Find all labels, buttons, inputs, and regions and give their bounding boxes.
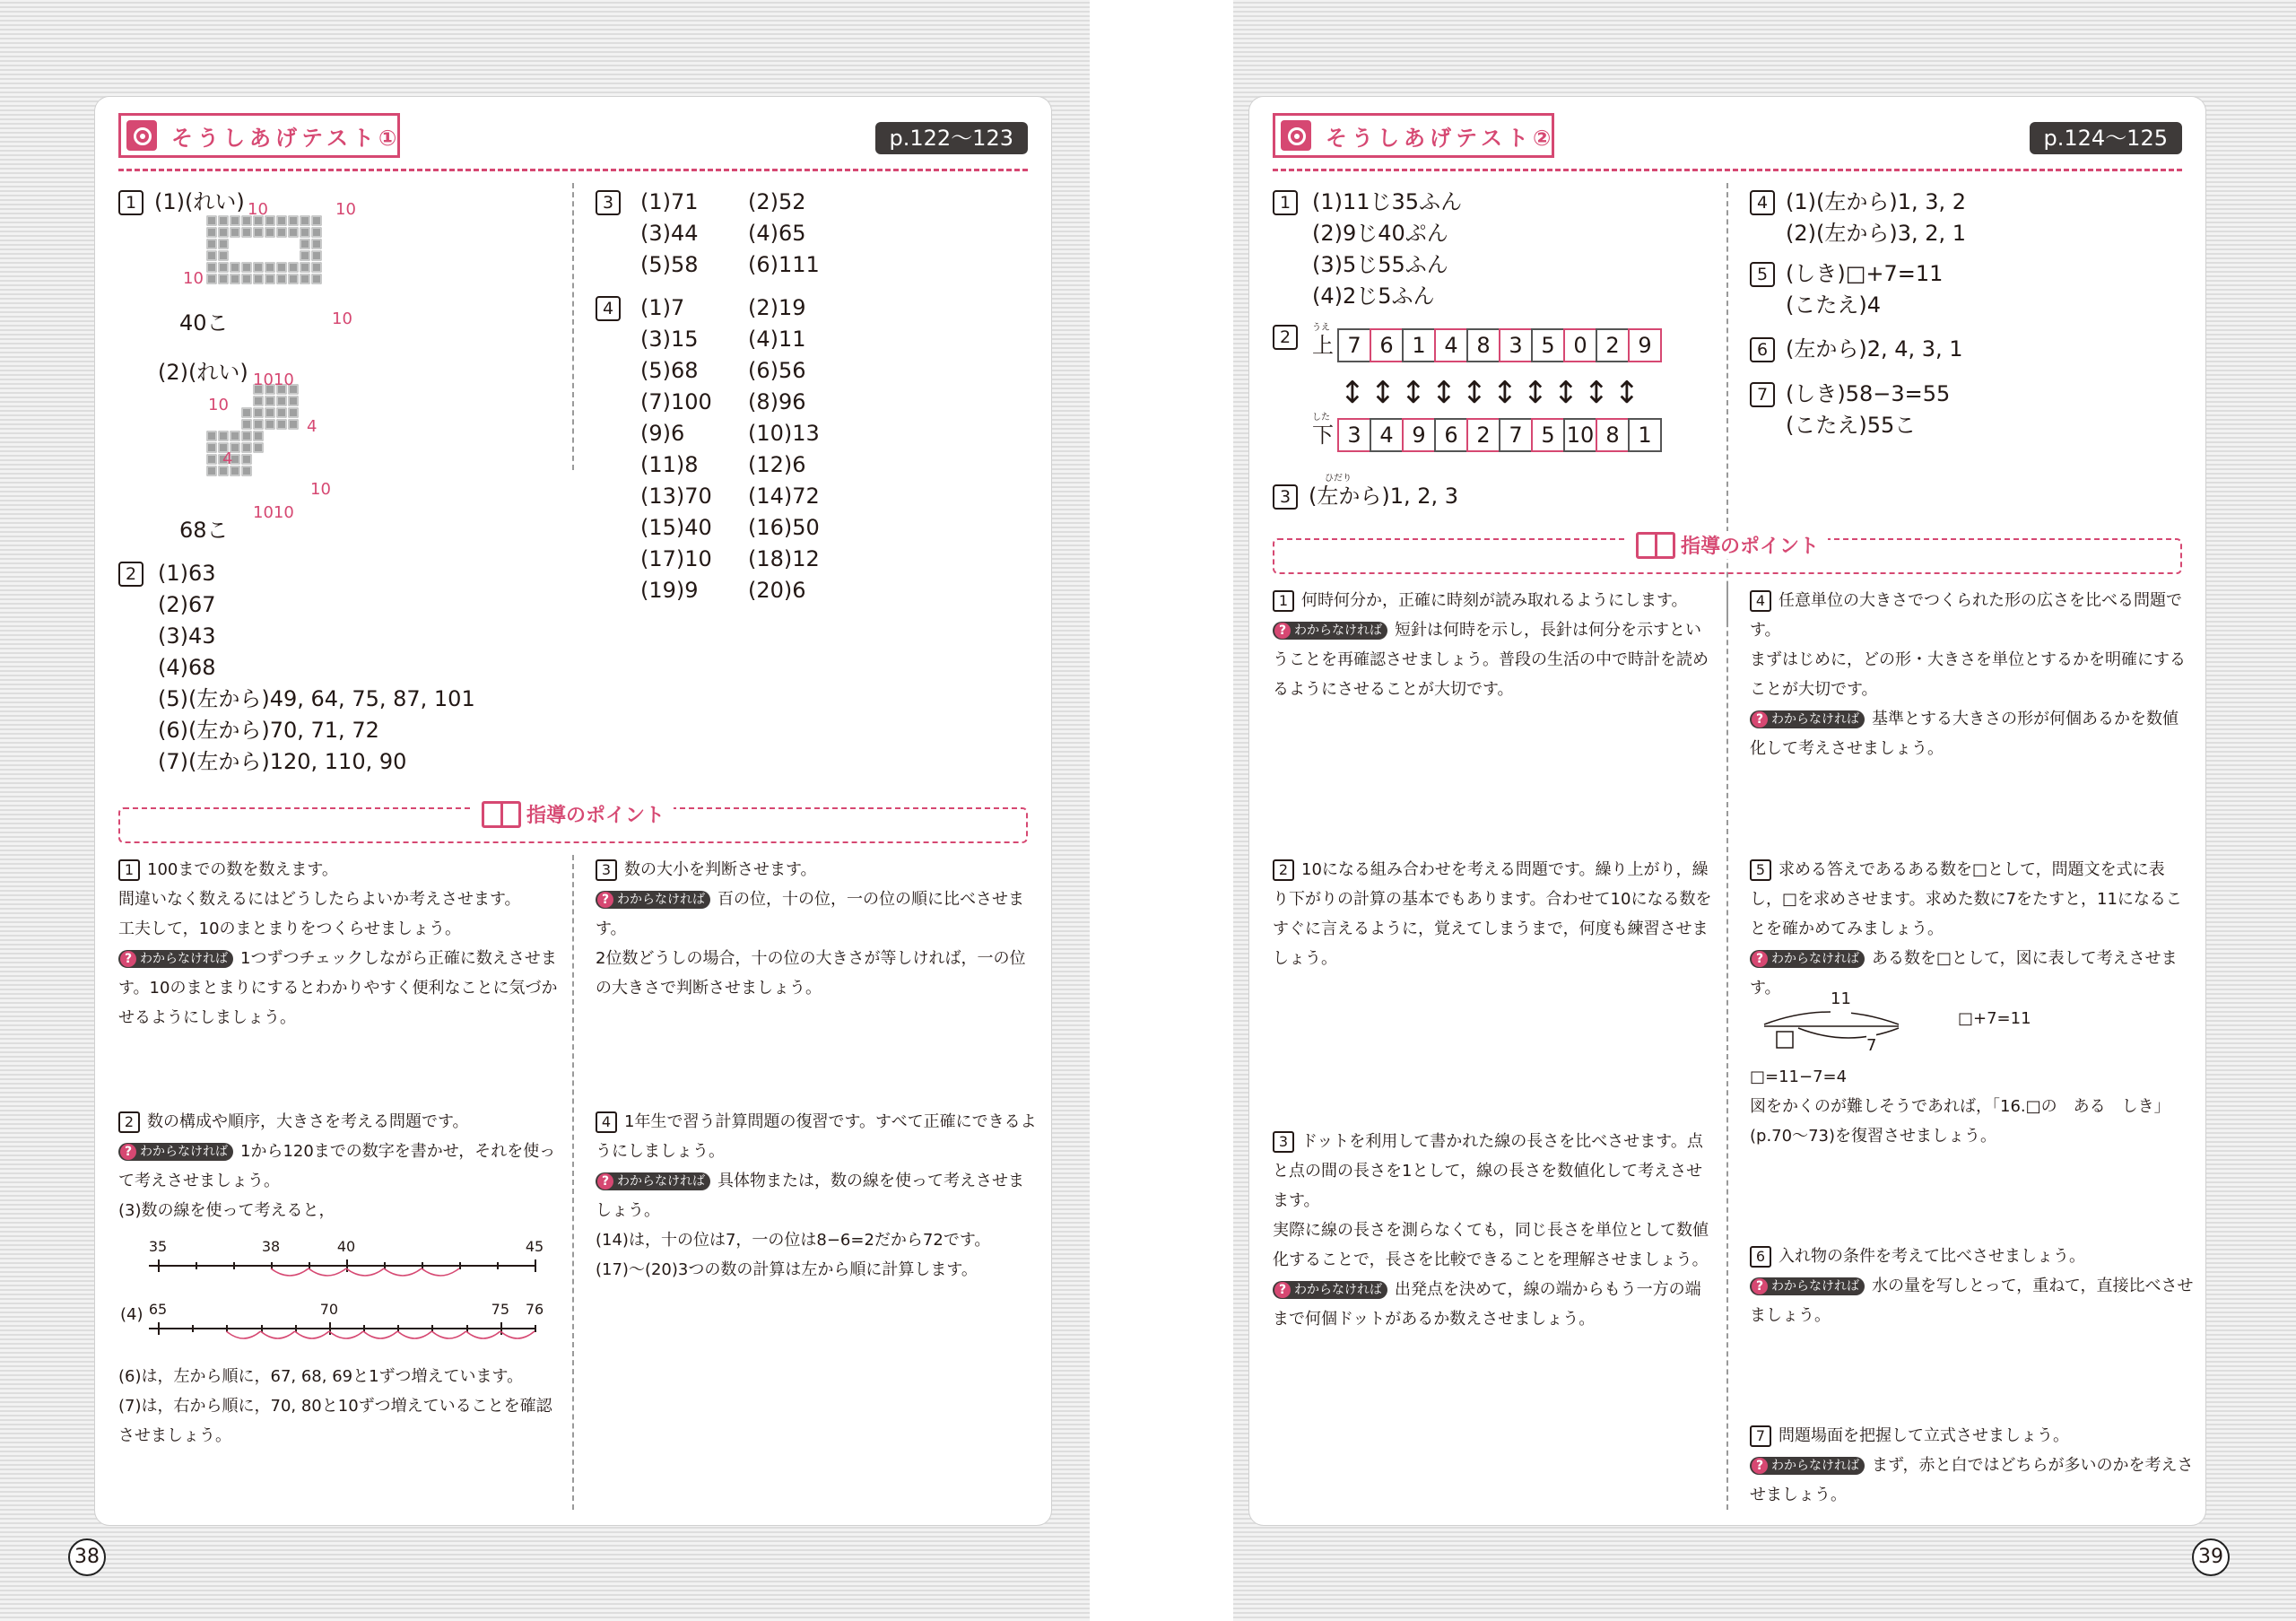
help-badge: ? わからなければ [1750, 710, 1865, 728]
up-down-arrow-icon: ↕ [1522, 375, 1549, 411]
bottom-number-row [1339, 418, 1662, 452]
question-mark-icon: ? [120, 951, 136, 967]
tile [206, 442, 217, 453]
dimension-label: 10 [310, 480, 331, 499]
tile [265, 262, 275, 273]
page-number: 38 [68, 1538, 106, 1576]
guidance-3: 3 ドットを利用して書かれた線の長さを比べさせます。点と点の間の長さを1として，線の長さを数値化して考えさせます。 実際に線の長さを測らなくても，同じ長さを単位として数値化することで，長さを比較できることを理解させましょう。 ? わからなければ 出発点を決めて，線の端からもう一方の端まで何個ドットがあるか数えさせましょう。 [1273, 1132, 1709, 1329]
tile [206, 431, 217, 441]
help-badge: ? わからなければ [118, 950, 233, 968]
tile [206, 250, 217, 261]
question-1-answers: (1)11じ35ふん (2)9じ40ぷん (3)5じ55ふん (4)2じ5ふん [1312, 189, 1463, 309]
question-5: 5 (しき)□+7=11 (こたえ)4 [1750, 258, 1943, 321]
left-page [95, 97, 1051, 1525]
question-7: 7 (しき)58−3=55 (こたえ)55こ [1750, 379, 1950, 441]
tile [276, 396, 287, 406]
number-cell: 8 [1596, 418, 1630, 452]
question-2: 2 [118, 558, 154, 589]
column-divider [572, 855, 574, 1510]
up-down-arrow-icon: ↕ [1461, 375, 1488, 411]
hop-arcs [149, 1247, 544, 1286]
tile [311, 274, 322, 284]
guidance-2: 2 数の構成や順序，大きさを考える問題です。 ? わからなければ 1から120までの数字を書かせ，それを使って考えさせましょう。 (3)数の線を使って考えると， [118, 1112, 556, 1220]
guidance-5-tail: □=11−7=4 図をかくのが難しそうであれば，「16.□の ある しき」(p.70〜73)を復習させましょう。 [1750, 1068, 2170, 1146]
hop-arc [431, 1331, 465, 1338]
column-divider [1726, 586, 1728, 1510]
guidance-4: 4 任意単位の大きさでつくられた形の広さを比べる問題です。 まずはじめに，どの形・大きさを単位とするかを明確にすることが大切です。 ? わからなければ 基準とする大きさの形が何個あるかを数値化して考えさせましょう。 [1750, 591, 2186, 758]
guidance-2: 2 10になる組み合わせを考える問題です。繰り上がり，繰り下がりの計算の基本でもあります。合わせて10になる数をすぐに言えるように，覚えてしまうまで，何度も練習させましょう。 [1273, 860, 1712, 968]
up-down-arrow-icon: ↕ [1492, 375, 1518, 411]
tile [311, 227, 322, 238]
tile [206, 227, 217, 238]
unknown-box [1777, 1032, 1793, 1048]
tile [311, 215, 322, 226]
tile [206, 466, 217, 476]
number-cell: 9 [1628, 328, 1662, 362]
question-mark-icon: ? [1274, 623, 1291, 639]
header-divider [118, 169, 1028, 171]
guidance-3: 3 数の大小を判断させます。 ? わからなければ 百の位，十の位，一の位の順に比べさせます。 2位数どうしの場合，十の位の大きさが等しければ，一の位の大きさで判断させましょう。 [596, 860, 1026, 998]
tile [288, 419, 299, 430]
bottom-row-label: 下 [1312, 423, 1334, 448]
hop-arc [422, 1268, 459, 1276]
question-1-2-label: (2)(れい) [158, 360, 248, 385]
number-cell: 4 [1434, 328, 1468, 362]
up-down-arrow-icon: ↕ [1339, 375, 1366, 411]
question-4-answers: (1)7 (2)19 (3)15 (4)11 (5)68 (6)56 (7)100 (8)96 (9)6 (10)13 (11)8 (12)6 (13)70 (14)72 (15)40 (16)50 (17)10 (18)12 (19)9 (20)6 [640, 295, 820, 603]
up-down-arrow-icon: ↕ [1431, 375, 1457, 411]
diagram-total: 11 [1831, 983, 1851, 1015]
tile [230, 431, 240, 441]
question-mark-icon: ? [1274, 1282, 1291, 1298]
question-2-answers: (1)63 (2)67 (3)43 (4)68 (5)(左から)49, 64, 75, 87, 101 (6)(左から)70, 71, 72 (7)(左から)120, 110, 90 [158, 561, 475, 774]
tile [276, 262, 287, 273]
hop-arc [271, 1268, 309, 1276]
section-title: そうしあげテスト② [1273, 113, 1554, 158]
number-cell: 5 [1531, 418, 1565, 452]
number-cell: 10 [1563, 418, 1597, 452]
dimension-label: 1010 [253, 370, 294, 389]
question-1: 1 (1)(れい) [118, 187, 245, 218]
number-cell: 4 [1370, 418, 1404, 452]
tile [218, 215, 229, 226]
tile [253, 274, 264, 284]
number-line-4-label: (4) [120, 1305, 144, 1324]
tile [253, 419, 264, 430]
tick-label: 75 [491, 1301, 509, 1318]
tile [241, 431, 252, 441]
top-number-row [1339, 328, 1662, 362]
section-title: そうしあげテスト① [118, 113, 400, 158]
tile [241, 227, 252, 238]
hop-arc [309, 1268, 346, 1276]
tile [218, 274, 229, 284]
tile [206, 274, 217, 284]
question-3-answers: (1)71 (2)52 (3)44 (4)65 (5)58 (6)111 [640, 189, 820, 277]
tick-label: 45 [525, 1238, 544, 1255]
number-cell: 3 [1499, 328, 1533, 362]
answer-1-1: 40こ [179, 310, 229, 336]
tile [288, 407, 299, 418]
help-badge: ? わからなければ [1750, 1277, 1865, 1295]
help-badge: ? わからなければ [596, 1172, 710, 1190]
tile [300, 227, 310, 238]
page-number: 39 [2192, 1538, 2230, 1576]
tile [276, 274, 287, 284]
tile [288, 274, 299, 284]
guidance-5: 5 求める答えであるある数を□として，問題文を式に表し，□を求めさせます。求めた数に7をたすと，11になることを確かめてみましょう。 ? わからなければ ある数を□として，図に表して考えさせます。 [1750, 860, 2182, 998]
help-badge: ? わからなければ [1273, 622, 1387, 640]
hop-arc [397, 1331, 431, 1338]
tile [230, 227, 240, 238]
tile [265, 396, 275, 406]
tile [241, 419, 252, 430]
tile [311, 239, 322, 249]
question-1: 1 [1273, 187, 1309, 218]
guidance-1: 1 100までの数を数えます。 間違いなく数えるにはどうしたらよいか考えさせます。 工夫して，10のまとまりをつくらせましょう。 ? わからなければ 1つずつチェックしながら正確に数えさせます。10のまとまりにするとわかりやすく便利なことに気づかせるようにしましょう。 [118, 860, 558, 1027]
question-mark-icon: ? [120, 1144, 136, 1160]
question-4: 4 (1)(左から)1, 3, 2 (2)(左から)3, 2, 1 [1750, 187, 1966, 249]
tile [230, 215, 240, 226]
hop-arc [295, 1331, 329, 1338]
question-3: 3 (左から)1, 2, 3 [1273, 481, 1458, 512]
ruby-text: した [1312, 413, 1330, 423]
tile [253, 407, 264, 418]
diagram-part: 7 [1866, 1030, 1876, 1061]
tile [276, 419, 287, 430]
dimension-label: 10 [183, 269, 204, 288]
question-mark-icon: ? [597, 1173, 613, 1190]
number-cell: 5 [1531, 328, 1565, 362]
number-cell: 7 [1499, 418, 1533, 452]
tile [230, 274, 240, 284]
tile [276, 407, 287, 418]
tick-label: 76 [525, 1301, 544, 1318]
number-cell: 3 [1337, 418, 1371, 452]
tile [300, 262, 310, 273]
number-cell: 7 [1337, 328, 1371, 362]
question-mark-icon: ? [1752, 1458, 1768, 1474]
right-page [1249, 97, 2205, 1525]
top-row-label: 上 [1312, 333, 1334, 358]
pair-arrows [1337, 366, 1642, 420]
tile [206, 215, 217, 226]
tick-label: 65 [148, 1301, 168, 1318]
tile [241, 442, 252, 453]
tile [241, 454, 252, 465]
hop-arcs [149, 1310, 544, 1349]
tick-label: 38 [261, 1238, 281, 1255]
tile [230, 262, 240, 273]
tile [241, 262, 252, 273]
hop-arc [466, 1331, 500, 1338]
dimension-label: 4 [222, 449, 233, 468]
up-down-arrow-icon: ↕ [1370, 375, 1396, 411]
header-divider [1273, 169, 2182, 171]
number-cell: 0 [1563, 328, 1597, 362]
question-3: 3 [596, 187, 631, 218]
question-mark-icon: ? [1752, 951, 1768, 967]
tick-label: 70 [319, 1301, 339, 1318]
ruby-text: ひだり [1325, 474, 1352, 484]
tile [288, 262, 299, 273]
tile [300, 250, 310, 261]
dimension-label: 1010 [253, 503, 294, 522]
hop-arc [226, 1331, 260, 1338]
tile [288, 396, 299, 406]
book-icon [1636, 532, 1675, 559]
tile [241, 466, 252, 476]
tile [253, 442, 264, 453]
number-cell: 9 [1402, 418, 1436, 452]
part-brace [1798, 1028, 1899, 1038]
number-cell: 2 [1596, 328, 1630, 362]
tile [288, 215, 299, 226]
up-down-arrow-icon: ↕ [1613, 375, 1640, 411]
tick-label: 35 [148, 1238, 168, 1255]
tile [253, 227, 264, 238]
tile [300, 239, 310, 249]
tile [265, 419, 275, 430]
tile [218, 227, 229, 238]
number-cell: 6 [1434, 418, 1468, 452]
number-cell: 1 [1628, 418, 1662, 452]
hop-arc [346, 1268, 384, 1276]
guidance-1: 1 何時何分か，正確に時刻が読み取れるようにします。 ? わからなければ 短針は何時を示し，長針は何分を示すということを再確認させましょう。普段の生活の中で時計を読めるようにさせることが大切です。 [1273, 591, 1709, 699]
page-reference: p.122〜123 [875, 122, 1028, 154]
tile [253, 431, 264, 441]
tile [218, 262, 229, 273]
target-icon [126, 120, 157, 151]
help-badge: ? わからなければ [596, 891, 710, 909]
hop-arc [261, 1331, 295, 1338]
question-6: 6 (左から)2, 4, 3, 1 [1750, 334, 1963, 365]
tile [276, 227, 287, 238]
help-badge: ? わからなければ [118, 1143, 233, 1161]
equation: □+7=11 [1958, 1009, 2031, 1028]
tile [218, 239, 229, 249]
help-badge: ? わからなければ [1750, 950, 1865, 968]
dimension-label: 10 [208, 396, 229, 414]
dimension-label: 10 [248, 200, 268, 219]
number-cell: 2 [1466, 418, 1500, 452]
hop-arc [500, 1331, 535, 1338]
question-mark-icon: ? [597, 892, 613, 908]
tile [300, 215, 310, 226]
hop-arc [363, 1331, 397, 1338]
guidance-7: 7 問題場面を把握して立式させましょう。 ? わからなければ まず，赤と白ではどちらが多いのかを考えさせましょう。 [1750, 1426, 2194, 1504]
tile [265, 227, 275, 238]
dimension-label: 10 [335, 200, 356, 219]
hop-arc [384, 1268, 422, 1276]
tile [206, 454, 217, 465]
up-down-arrow-icon: ↕ [1552, 375, 1579, 411]
ruby-text: うえ [1312, 323, 1330, 333]
guidance-4: 4 1年生で習う計算問題の復習です。すべて正確にできるようにしましょう。 ? わからなければ 具体物または，数の線を使って考えさせましょう。 (14)は，十の位は7，一の位は8−6=2だから72です。 (17)〜(20)3つの数の計算は左から順に計算します。 [596, 1112, 1037, 1279]
tile [276, 215, 287, 226]
dimension-label: 4 [307, 417, 317, 436]
guidance-heading: 指導のポイント [1273, 538, 2182, 574]
question-mark-icon: ? [1752, 711, 1768, 728]
guidance-6: 6 入れ物の条件を考えて比べさせましょう。 ? わからなければ 水の量を写しとって，重ねて，直接比べさせましょう。 [1750, 1247, 2194, 1325]
up-down-arrow-icon: ↕ [1400, 375, 1427, 411]
tile [253, 262, 264, 273]
tile [300, 274, 310, 284]
book-icon [482, 801, 521, 828]
help-badge: ? わからなければ [1273, 1281, 1387, 1299]
guidance-heading: 指導のポイント [118, 807, 1028, 843]
target-icon [1281, 120, 1311, 151]
tile [288, 227, 299, 238]
number-cell: 8 [1466, 328, 1500, 362]
tile-figure-1 [206, 215, 322, 284]
spread-gutter [1090, 0, 1233, 1621]
answer-1-2: 68こ [179, 518, 229, 543]
tile [241, 274, 252, 284]
column-divider [572, 183, 574, 470]
guidance-2-tail: (6)は，左から順に，67, 68, 69と1ずつ増えています。 (7)は，右から順に，70, 80と10ずつ増えていることを確認させましょう。 [118, 1367, 552, 1445]
help-badge: ? わからなければ [1750, 1457, 1865, 1475]
number-cell: 6 [1370, 328, 1404, 362]
tile [218, 431, 229, 441]
tile [311, 250, 322, 261]
question-2: 2 [1273, 321, 1309, 353]
question-4: 4 [596, 292, 631, 324]
tile [206, 262, 217, 273]
tick-label: 40 [336, 1238, 356, 1255]
tile [218, 250, 229, 261]
number-line-3 [148, 1238, 544, 1286]
tile [253, 396, 264, 406]
question-mark-icon: ? [1752, 1278, 1768, 1294]
up-down-arrow-icon: ↕ [1583, 375, 1610, 411]
tile [206, 239, 217, 249]
page-reference: p.124〜125 [2030, 122, 2182, 154]
hop-arc [329, 1331, 363, 1338]
tile [311, 262, 322, 273]
tile [265, 407, 275, 418]
tile [265, 274, 275, 284]
tile [241, 407, 252, 418]
number-cell: 1 [1402, 328, 1436, 362]
number-line-4 [148, 1301, 544, 1349]
dimension-label: 10 [332, 309, 352, 328]
